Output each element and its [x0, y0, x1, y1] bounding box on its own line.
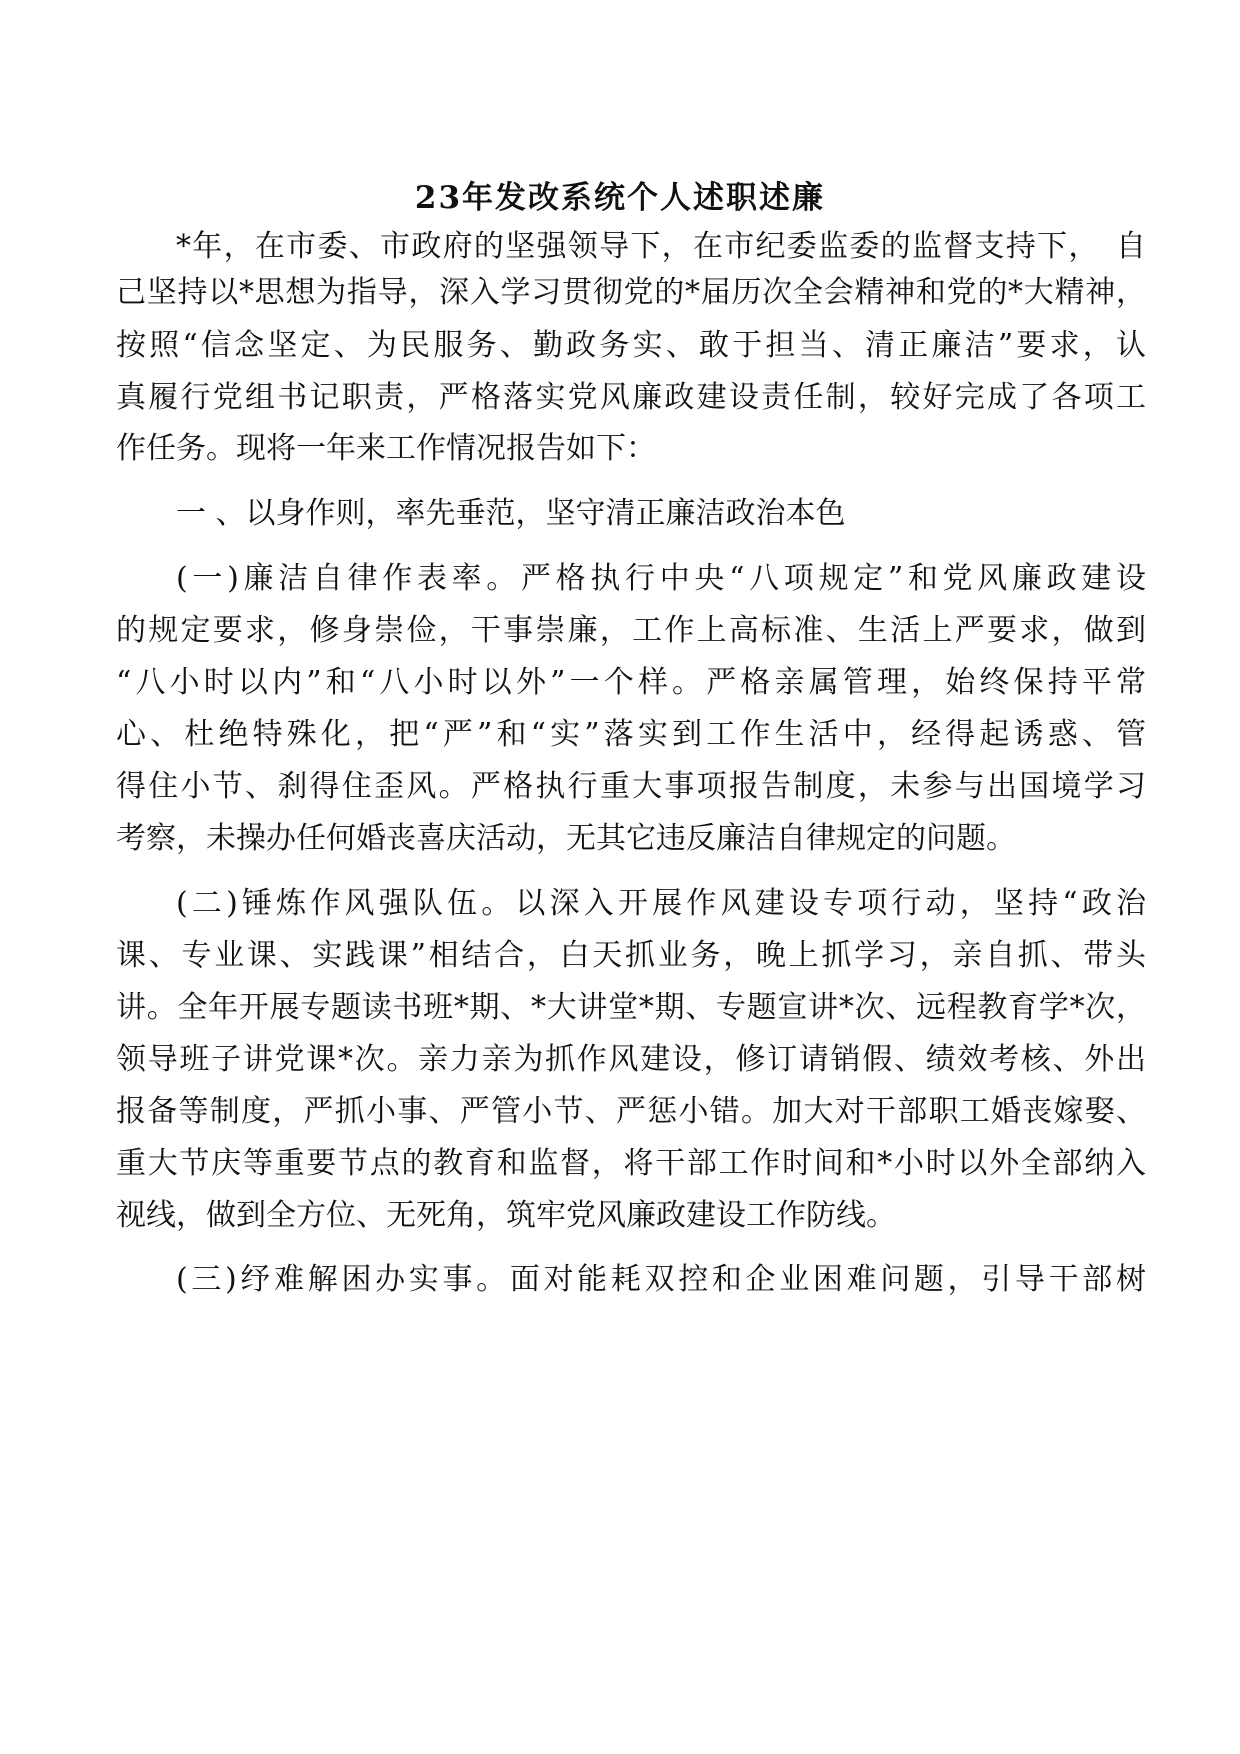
paragraph-3-line-4: 领导班子讲党课*次。亲力亲为抓作风建设，修订请销假、绩效考核、外出 [116, 1042, 1146, 1077]
paragraph-1-line-2: 己坚持以*思想为指导，深入学习贯彻党的*届历次全会精神和党的*大精神， [116, 275, 1146, 310]
paragraph-4-line-1: (三)纾难解困办实事。面对能耗双控和企业困难问题，引导干部树 [176, 1262, 1146, 1297]
paragraph-3-line-3: 讲。全年开展专题读书班*期、*大讲堂*期、专题宣讲*次、远程教育学*次， [116, 990, 1146, 1025]
paragraph-2-line-5: 得住小节、刹得住歪风。严格执行重大事项报告制度，未参与出国境学习 [116, 769, 1146, 804]
paragraph-3-line-1: (二)锤炼作风强队伍。以深入开展作风建设专项行动，坚持“政治 [176, 886, 1146, 921]
paragraph-2-line-3: “八小时以内”和“八小时以外”一个样。严格亲属管理，始终保持平常 [116, 665, 1146, 700]
paragraph-1-line-1: *年，在市委、市政府的坚强领导下，在市纪委监委的监督支持下， 自 [176, 229, 1146, 264]
paragraph-2-line-4: 心、杜绝特殊化，把“严”和“实”落实到工作生活中，经得起诱惑、管 [116, 717, 1146, 752]
section-heading-1: 一 、以身作则，率先垂范，坚守清正廉洁政治本色 [176, 496, 846, 531]
paragraph-1-line-4: 真履行党组书记职责，严格落实党风廉政建设责任制，较好完成了各项工 [116, 380, 1146, 415]
paragraph-3-line-7: 视线，做到全方位、无死角，筑牢党风廉政建设工作防线。 [116, 1198, 896, 1233]
document-title: 23年发改系统个人述职述廉 [414, 180, 826, 216]
paragraph-3-line-2: 课、专业课、实践课”相结合，白天抓业务，晚上抓学习，亲自抓、带头 [116, 938, 1146, 973]
paragraph-1-line-3: 按照“信念坚定、为民服务、勤政务实、敢于担当、清正廉洁”要求，认 [116, 328, 1146, 363]
paragraph-2-line-1: (一)廉洁自律作表率。严格执行中央“八项规定”和党风廉政建设 [176, 561, 1146, 596]
paragraph-1-line-5: 作任务。现将一年来工作情况报告如下： [116, 431, 656, 466]
paragraph-3-line-5: 报备等制度，严抓小事、严管小节、严惩小错。加大对干部职工婚丧嫁娶、 [116, 1094, 1146, 1129]
paragraph-2-line-6: 考察，未操办任何婚丧喜庆活动，无其它违反廉洁自律规定的问题。 [116, 821, 1016, 856]
paragraph-3-line-6: 重大节庆等重要节点的教育和监督，将干部工作时间和*小时以外全部纳入 [116, 1146, 1146, 1181]
paragraph-2-line-2: 的规定要求，修身崇俭，干事崇廉，工作上高标准、生活上严要求，做到 [116, 613, 1146, 648]
